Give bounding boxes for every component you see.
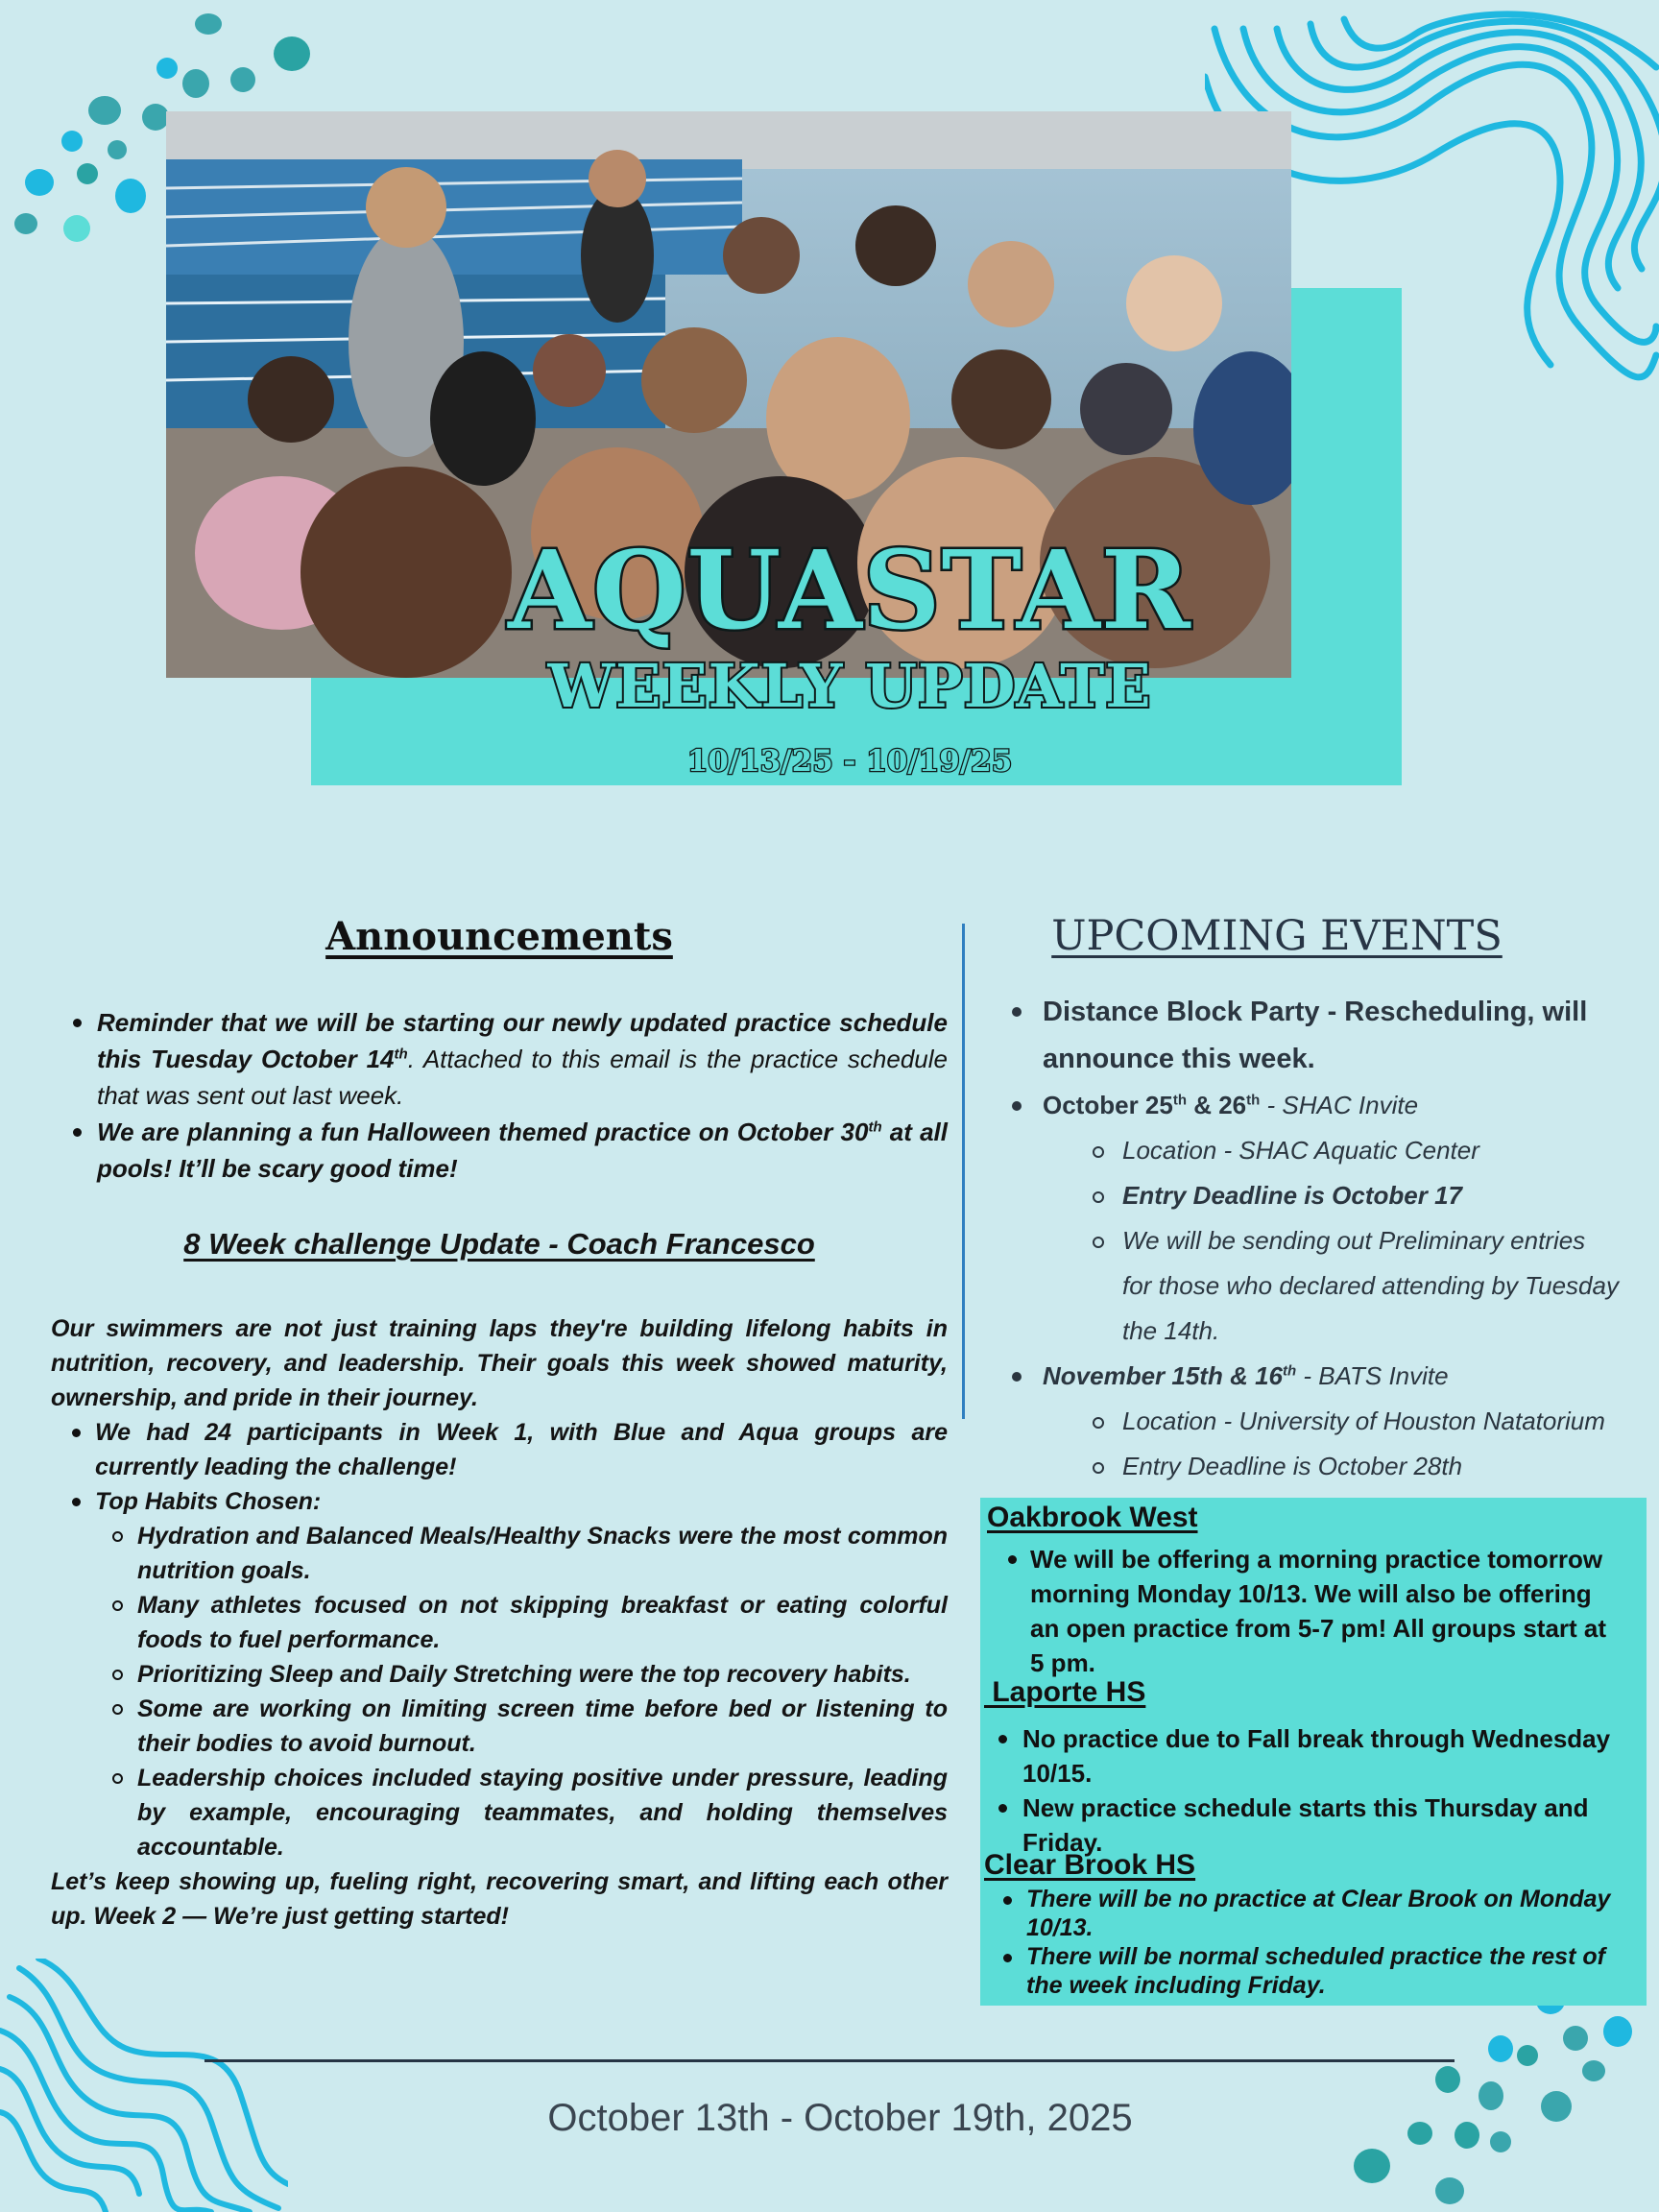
announcement-item: We are planning a fun Halloween themed practice on October 30th at all pools! It’ll be scary good time!	[51, 1114, 948, 1187]
pool-item: There will be normal scheduled practice the rest of the week including Friday.	[994, 1942, 1643, 2000]
laporte-heading: Laporte HS	[984, 1676, 1146, 1708]
event-detail: We will be sending out Preliminary entries for those who declared attending by Tuesday the 14th.	[1043, 1218, 1621, 1354]
oakbrook-list	[1003, 1542, 1618, 1680]
header-date-range: 10/13/25 - 10/19/25	[686, 744, 1013, 779]
habit-item: Prioritizing Sleep and Daily Stretching were the top recovery habits.	[95, 1657, 948, 1692]
clearbrook-list	[994, 1885, 1643, 2000]
wave-decoration-bottom-left	[0, 1959, 288, 2212]
newsletter-title: AQUASTAR	[508, 528, 1191, 654]
footer-divider	[204, 2059, 1455, 2062]
dots-decoration-bottom-right	[1325, 1978, 1659, 2212]
event-detail: Entry Deadline is October 28th	[1043, 1444, 1621, 1489]
habit-item: Some are working on limiting screen time before bed or listening to their bodies to avoid burnout.	[95, 1692, 948, 1761]
challenge-section	[51, 1311, 948, 1934]
clearbrook-heading: Clear Brook HS	[984, 1849, 1196, 1881]
event-block-party: Distance Block Party - Rescheduling, will announce this week.	[1006, 989, 1621, 1083]
announcement-item: Reminder that we will be starting our newly updated practice schedule this Tuesday October 14th. Attached to this email is the practice schedule that was sent out last week.	[51, 1004, 948, 1114]
event-shac-invite: October 25th & 26th - SHAC Invite Location - SHAC Aquatic Center Entry Deadline is October 17 We will be sending out Preliminary entries for those who declared attending by Tuesday the 14th.	[1006, 1083, 1621, 1354]
challenge-participants: We had 24 participants in Week 1, with Blue and Aqua groups are currently leading the challenge!	[51, 1415, 948, 1484]
events-list	[1006, 989, 1621, 1489]
laporte-list	[994, 1721, 1637, 1860]
pool-item: We will be offering a morning practice tomorrow morning Monday 10/13. We will also be offering an open practice from 5-7 pm! All groups start at 5 pm.	[1003, 1542, 1618, 1680]
challenge-habits	[51, 1484, 948, 1864]
announcements-heading: Announcements	[325, 914, 673, 959]
habit-item: Hydration and Balanced Meals/Healthy Snacks were the most common nutrition goals.	[95, 1519, 948, 1588]
pool-item: There will be no practice at Clear Brook on Monday 10/13.	[994, 1885, 1643, 1942]
event-bats-invite: November 15th & 16th - BATS Invite Location - University of Houston Natatorium Entry Deadline is October 28th	[1006, 1354, 1621, 1489]
event-detail: Location - University of Houston Natatorium	[1043, 1399, 1621, 1444]
oakbrook-heading: Oakbrook West	[987, 1502, 1198, 1533]
announcements-list	[51, 1004, 948, 1187]
challenge-heading: 8 Week challenge Update - Coach Francesco	[183, 1227, 815, 1261]
footer-date: October 13th - October 19th, 2025	[547, 2097, 1133, 2139]
challenge-closing: Let’s keep showing up, fueling right, recovering smart, and lifting each other up. Week 2 — We’re just getting started!	[51, 1868, 948, 1930]
challenge-intro: Our swimmers are not just training laps they're building lifelong habits in nutrition, recovery, and leadership. Their goals this week showed maturity, ownership, and pride in their journey.	[51, 1315, 948, 1411]
event-detail: Location - SHAC Aquatic Center	[1043, 1128, 1621, 1173]
column-divider	[962, 924, 965, 1419]
pool-item: New practice schedule starts this Thursday and Friday.	[994, 1791, 1637, 1860]
upcoming-events-heading: UPCOMING EVENTS	[1051, 912, 1503, 960]
habits-label: Top Habits Chosen:	[95, 1488, 322, 1515]
habit-item: Leadership choices included staying positive under pressure, leading by example, encouraging teammates, and holding themselves accountable.	[95, 1761, 948, 1864]
event-detail: Entry Deadline is October 17	[1043, 1173, 1621, 1218]
habit-item: Many athletes focused on not skipping breakfast or eating colorful foods to fuel performance.	[95, 1588, 948, 1657]
newsletter-subtitle: WEEKLY UPDATE	[547, 651, 1152, 721]
pool-updates-panel	[980, 1498, 1647, 2006]
pool-item: No practice due to Fall break through Wednesday 10/15.	[994, 1721, 1637, 1791]
